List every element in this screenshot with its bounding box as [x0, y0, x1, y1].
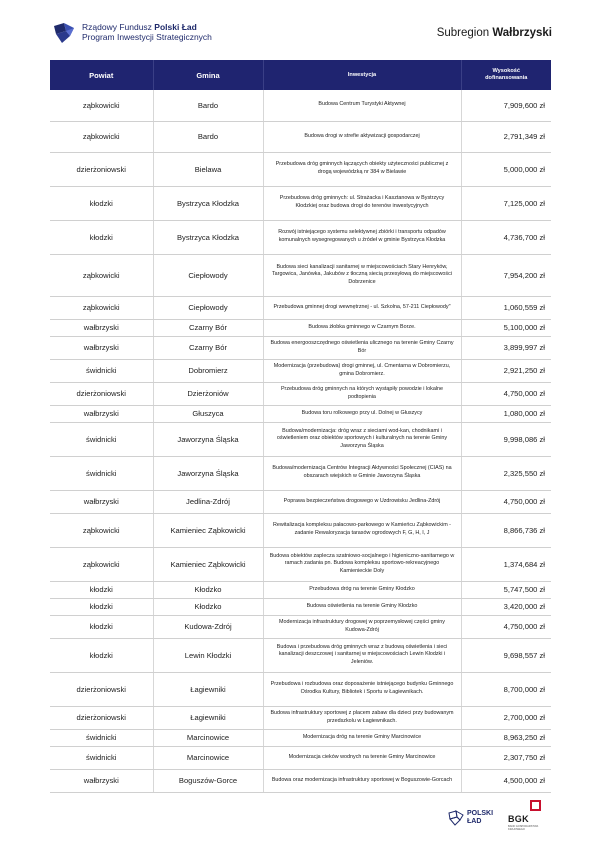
table-row: [50, 186, 551, 220]
table-row: [50, 90, 551, 121]
table-row: [50, 296, 551, 319]
cell-inwestycja: Budowa oświetlenia na terenie Gminy Kłodzko: [263, 598, 461, 615]
cell-powiat: dzierżoniowski: [50, 382, 153, 405]
table-row: [50, 456, 551, 490]
cell-gmina: Lewin Kłodzki: [153, 638, 263, 672]
header-kwota-line2: dofinansowania: [485, 75, 528, 81]
table-row: [50, 706, 551, 729]
table-row: [50, 769, 551, 792]
cell-powiat: świdnicki: [50, 729, 153, 746]
cell-inwestycja: Modernizacja infrastruktury drogowej w poprzemysłowej części gminy Kudowa-Zdrój: [263, 615, 461, 638]
table-row: [50, 638, 551, 672]
fund-line1-prefix: Rządowy Fundusz: [82, 22, 155, 32]
cell-gmina: Dzierżoniów: [153, 382, 263, 405]
cell-powiat: ząbkowicki: [50, 547, 153, 581]
cell-powiat: kłodzki: [50, 220, 153, 254]
table-row: [50, 615, 551, 638]
cell-gmina: Kudowa-Zdrój: [153, 615, 263, 638]
cell-kwota: 4,736,700 zł: [461, 220, 551, 254]
table-row: [50, 581, 551, 598]
cell-gmina: Łagiewniki: [153, 672, 263, 706]
cell-kwota: 3,899,997 zł: [461, 336, 551, 359]
header-gmina: Gmina: [153, 60, 263, 90]
cell-powiat: ząbkowicki: [50, 121, 153, 152]
header-powiat: Powiat: [50, 60, 153, 90]
cell-inwestycja: Przebudowa dróg gminnych na których wystąpiły powodzie i lokalne podtopienia: [263, 382, 461, 405]
cell-gmina: Ciepłowody: [153, 296, 263, 319]
cell-kwota: 1,080,000 zł: [461, 405, 551, 422]
table-row: [50, 598, 551, 615]
table-row: [50, 336, 551, 359]
fund-line1-bold: Polski Ład: [154, 22, 197, 32]
fund-title: [82, 22, 212, 42]
cell-powiat: wałbrzyski: [50, 336, 153, 359]
bgk-square-icon: [530, 800, 541, 811]
cell-kwota: 2,700,000 zł: [461, 706, 551, 729]
cell-powiat: kłodzki: [50, 581, 153, 598]
table-row: [50, 359, 551, 382]
cell-powiat: dzierżoniowski: [50, 706, 153, 729]
cell-kwota: 2,307,750 zł: [461, 746, 551, 769]
cell-inwestycja: Budowa obiektów zaplecza szatniowo-socjalnego i higieniczno-sanitarnego w ramach zadania pn. Budowa kompleksu sportowo-rekreacyjnego Kamienieckie Doły: [263, 547, 461, 581]
table-row: [50, 672, 551, 706]
cell-powiat: wałbrzyski: [50, 769, 153, 792]
cell-powiat: ząbkowicki: [50, 254, 153, 296]
cell-inwestycja: Przebudowa i rozbudowa oraz doposażenie istniejącego budynku Gminnego Ośrodka Kultury, Bibliotek i Sportu w Łagiewnikach.: [263, 672, 461, 706]
cell-gmina: Bardo: [153, 90, 263, 121]
cell-kwota: 3,420,000 zł: [461, 598, 551, 615]
cell-inwestycja: Budowa i przebudowa dróg gminnych wraz z budową oświetlenia i sieci kanalizacji deszczowej i sanitarnej w miejscowościach Lewin Kłodzki i Jeleniów.: [263, 638, 461, 672]
cell-powiat: wałbrzyski: [50, 319, 153, 336]
cell-kwota: 7,909,600 zł: [461, 90, 551, 121]
table-row: [50, 152, 551, 186]
page-header: [52, 20, 552, 50]
investment-table: [50, 60, 551, 793]
cell-powiat: ząbkowicki: [50, 296, 153, 319]
table-row: [50, 121, 551, 152]
cell-kwota: 8,700,000 zł: [461, 672, 551, 706]
subregion-title: [437, 27, 552, 39]
cell-gmina: Marcinowice: [153, 729, 263, 746]
cell-inwestycja: Przebudowa dróg na terenie Gminy Kłodzko: [263, 581, 461, 598]
cell-inwestycja: Budowa toru rolkowego przy ul. Dolnej w Głuszycy: [263, 405, 461, 422]
cell-inwestycja: Budowa żłobka gminnego w Czarnym Borze.: [263, 319, 461, 336]
cell-kwota: 7,954,200 zł: [461, 254, 551, 296]
subregion-name: Wałbrzyski: [492, 27, 552, 39]
cell-kwota: 4,750,000 zł: [461, 615, 551, 638]
cell-gmina: Boguszów-Gorce: [153, 769, 263, 792]
cell-inwestycja: Rewitalizacja kompleksu pałacowo-parkowego w Kamieńcu Ząbkowickim - zadanie Rewaloryzacja tarasów ogrodowych F, G, H, I, J: [263, 513, 461, 547]
cell-inwestycja: Budowa drogi w strefie aktywizacji gospodarczej: [263, 121, 461, 152]
cell-inwestycja: Modernizacja dróg na terenie Gminy Marcinowice: [263, 729, 461, 746]
cell-gmina: Ciepłowody: [153, 254, 263, 296]
polski-lad-footer-icon: [448, 810, 464, 826]
cell-inwestycja: Przebudowa gminnej drogi wewnętrznej - ul. Szkolna, 57-211 Ciepłowody": [263, 296, 461, 319]
cell-inwestycja: Budowa sieci kanalizacji sanitarnej w miejscowościach Stary Henryków, Targowica, Janówka, Jakubów z tłoczną siecią przesyłową do miejscowości Dobrzenice: [263, 254, 461, 296]
table-row: [50, 490, 551, 513]
table-header: [50, 60, 551, 90]
bgk-name: BGK: [508, 814, 529, 824]
cell-gmina: Czarny Bór: [153, 319, 263, 336]
table-row: [50, 405, 551, 422]
cell-kwota: 1,060,559 zł: [461, 296, 551, 319]
cell-powiat: świdnicki: [50, 746, 153, 769]
cell-inwestycja: Przebudowa dróg gminnych łączących obiekty użyteczności publicznej z drogą wojewódzką nr 384 w Bielawie: [263, 152, 461, 186]
cell-gmina: Bardo: [153, 121, 263, 152]
bgk-logo: [508, 800, 552, 834]
cell-powiat: ząbkowicki: [50, 513, 153, 547]
header-kwota: [461, 60, 551, 90]
header-inwestycja: Inwestycja: [263, 60, 461, 90]
cell-inwestycja: Budowa infrastruktury sportowej z placem zabaw dla dzieci przy budowanym przedszkolu w Łagiewnikach.: [263, 706, 461, 729]
cell-inwestycja: Budowa energooszczędnego oświetlenia ulicznego na terenie Gminy Czarny Bór: [263, 336, 461, 359]
cell-kwota: 5,100,000 zł: [461, 319, 551, 336]
cell-kwota: 5,000,000 zł: [461, 152, 551, 186]
cell-inwestycja: Budowa oraz modernizacja infrastruktury sportowej w Boguszowie-Gorcach: [263, 769, 461, 792]
cell-gmina: Jaworzyna Śląska: [153, 422, 263, 456]
table-row: [50, 746, 551, 769]
cell-kwota: 5,747,500 zł: [461, 581, 551, 598]
cell-powiat: dzierżoniowski: [50, 672, 153, 706]
cell-inwestycja: Przebudowa dróg gminnych: ul. Strażacka i Kasztanowa w Bystrzycy Kłodzkiej oraz budowa drogi do terenów inwestycyjnych: [263, 186, 461, 220]
footer-logos: [448, 800, 552, 836]
cell-powiat: kłodzki: [50, 615, 153, 638]
table-row: [50, 513, 551, 547]
cell-kwota: 2,921,250 zł: [461, 359, 551, 382]
cell-gmina: Kłodzko: [153, 581, 263, 598]
cell-gmina: Kamieniec Ząbkowicki: [153, 513, 263, 547]
table-row: [50, 382, 551, 405]
cell-kwota: 1,374,684 zł: [461, 547, 551, 581]
cell-gmina: Kłodzko: [153, 598, 263, 615]
table-row: [50, 220, 551, 254]
cell-kwota: 9,998,086 zł: [461, 422, 551, 456]
polski-lad-line1: POLSKI: [467, 810, 494, 817]
subregion-prefix: Subregion: [436, 27, 493, 39]
cell-gmina: Kamieniec Ząbkowicki: [153, 547, 263, 581]
cell-powiat: wałbrzyski: [50, 405, 153, 422]
cell-inwestycja: Budowa Centrum Turystyki Aktywnej: [263, 90, 461, 121]
cell-powiat: świdnicki: [50, 456, 153, 490]
cell-gmina: Czarny Bór: [153, 336, 263, 359]
cell-powiat: świdnicki: [50, 359, 153, 382]
cell-powiat: świdnicki: [50, 422, 153, 456]
cell-powiat: kłodzki: [50, 638, 153, 672]
polski-lad-footer-text: [467, 810, 493, 825]
cell-gmina: Marcinowice: [153, 746, 263, 769]
cell-inwestycja: Budowa/modernizacja: dróg wraz z sieciami wod-kan, chodnikami i oświetleniem oraz obiektów sportowych i kulturalnych na terenie Gminy Jaworzyna Śląska: [263, 422, 461, 456]
cell-kwota: 8,866,736 zł: [461, 513, 551, 547]
cell-gmina: Łagiewniki: [153, 706, 263, 729]
cell-powiat: wałbrzyski: [50, 490, 153, 513]
cell-powiat: kłodzki: [50, 598, 153, 615]
cell-kwota: 4,500,000 zł: [461, 769, 551, 792]
cell-gmina: Bielawa: [153, 152, 263, 186]
table-row: [50, 422, 551, 456]
cell-kwota: 2,325,550 zł: [461, 456, 551, 490]
cell-kwota: 2,791,349 zł: [461, 121, 551, 152]
cell-kwota: 4,750,000 zł: [461, 490, 551, 513]
cell-gmina: Jaworzyna Śląska: [153, 456, 263, 490]
cell-inwestycja: Modernizacja (przebudowa) drogi gminnej, ul. Cmentarna w Dobromierzu, gmina Dobromierz.: [263, 359, 461, 382]
cell-inwestycja: Modernizacja cieków wodnych na terenie Gminy Marcinowice: [263, 746, 461, 769]
cell-inwestycja: Poprawa bezpieczeństwa drogowego w Uzdrowisku Jedlina-Zdrój: [263, 490, 461, 513]
cell-gmina: Bystrzyca Kłodzka: [153, 220, 263, 254]
cell-inwestycja: Budowa/modernizacja Centrów Integracji Aktywności Społecznej (CIAS) na obszarach wiejskich w Gminie Jaworzyna Śląska: [263, 456, 461, 490]
header-kwota-line1: Wysokość: [492, 68, 521, 74]
bgk-full-name: BANK GOSPODARSTWA KRAJOWEGO: [508, 825, 539, 831]
cell-gmina: Jedlina-Zdrój: [153, 490, 263, 513]
table-row: [50, 254, 551, 296]
cell-kwota: 7,125,000 zł: [461, 186, 551, 220]
table-row: [50, 729, 551, 746]
table-body: [50, 90, 551, 792]
cell-gmina: Bystrzyca Kłodzka: [153, 186, 263, 220]
table-row: [50, 547, 551, 581]
cell-powiat: dzierżoniowski: [50, 152, 153, 186]
cell-gmina: Głuszyca: [153, 405, 263, 422]
cell-inwestycja: Rozwój istniejącego systemu selektywnej zbiórki i transportu odpadów komunalnych wysegregowanych u źródeł w gminie Bystrzyca Kłodzka: [263, 220, 461, 254]
table-row: [50, 319, 551, 336]
cell-gmina: Dobromierz: [153, 359, 263, 382]
cell-powiat: kłodzki: [50, 186, 153, 220]
cell-kwota: 9,698,557 zł: [461, 638, 551, 672]
polski-lad-line2: ŁAD: [467, 817, 482, 825]
cell-kwota: 8,963,250 zł: [461, 729, 551, 746]
cell-powiat: ząbkowicki: [50, 90, 153, 121]
polski-lad-footer-logo: [448, 806, 498, 832]
cell-kwota: 4,750,000 zł: [461, 382, 551, 405]
polski-lad-logo-icon: [52, 22, 76, 44]
fund-line2: Program Inwestycji Strategicznych: [82, 32, 212, 42]
